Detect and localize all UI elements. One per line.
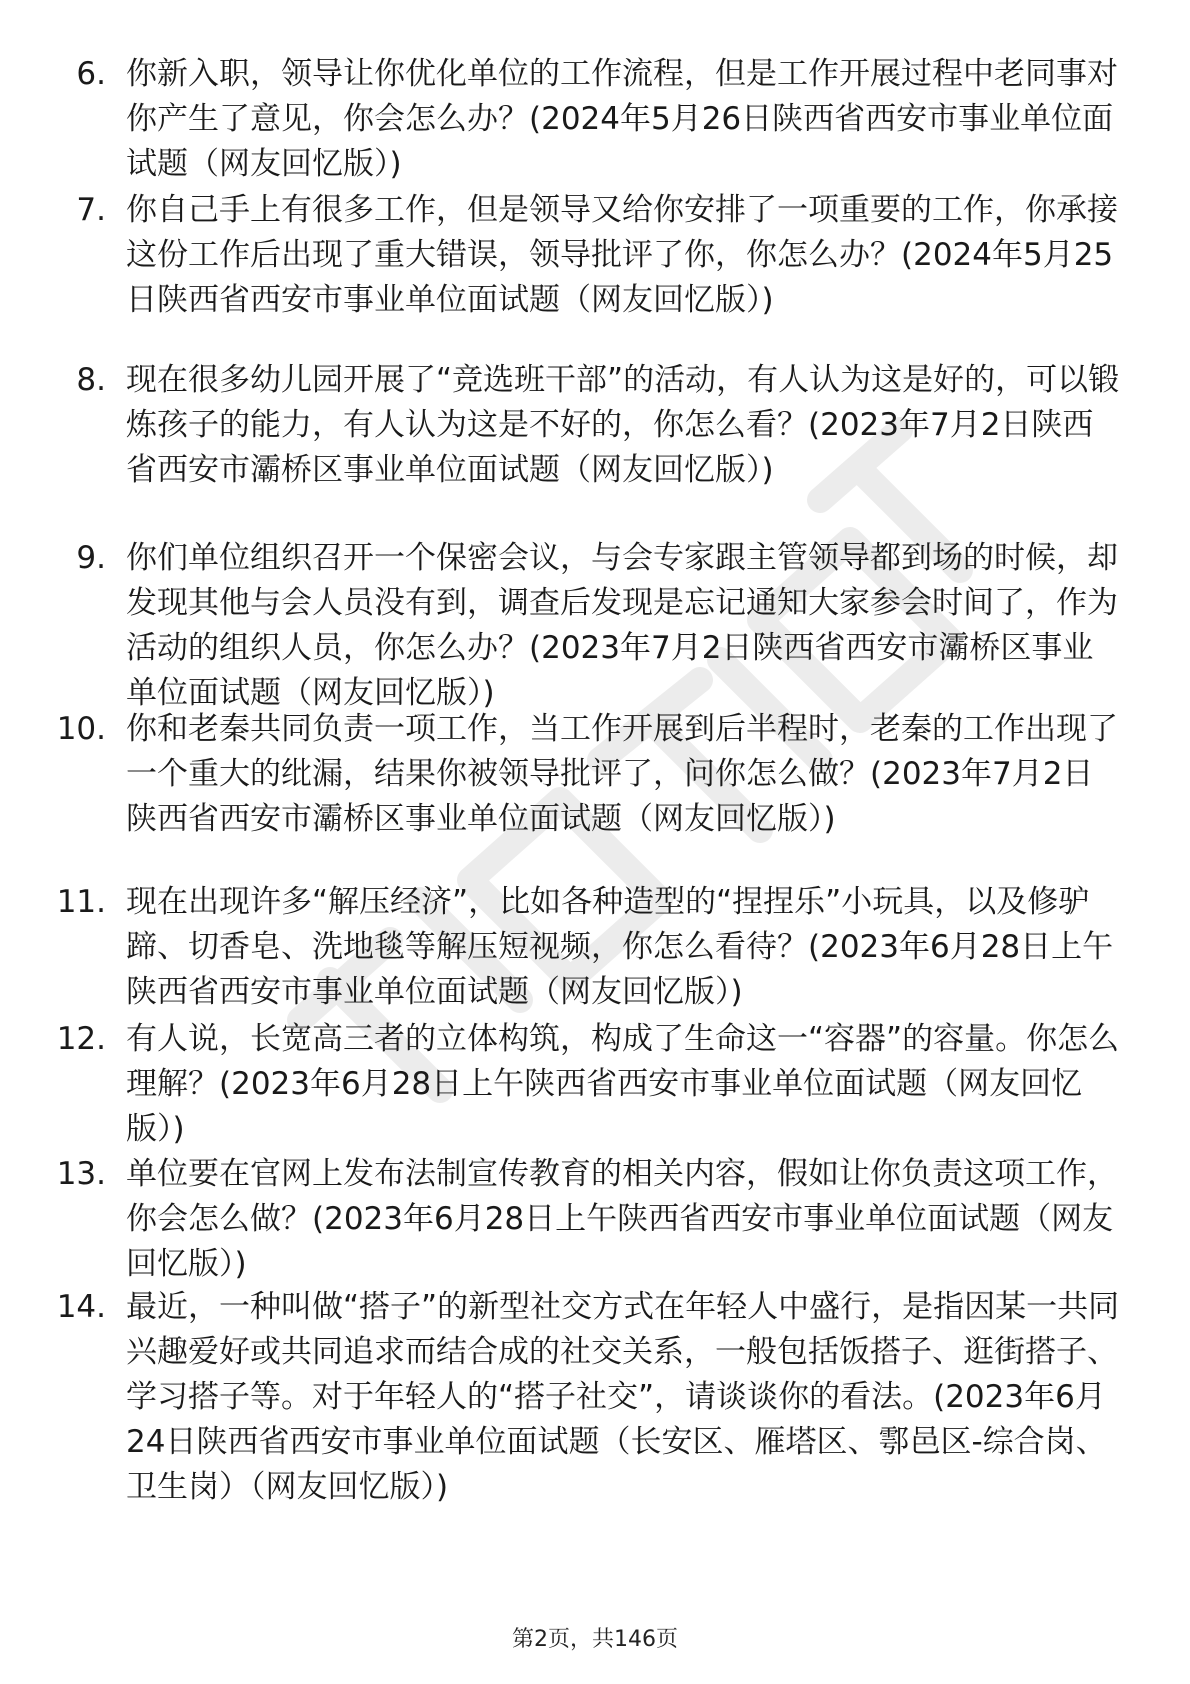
- question-number: 12.: [56, 1021, 106, 1057]
- question-text: 你新入职，领导让你优化单位的工作流程，但是工作开展过程中老同事对你产生了意见，你会怎么办？(2024年5月26日陕西省西安市事业单位面试题（网友回忆版）): [126, 56, 1118, 182]
- question-number: 14.: [56, 1289, 106, 1325]
- question-text: 最近，一种叫做“搭子”的新型社交方式在年轻人中盛行，是指因某一共同兴趣爱好或共同追求而结合成的社交关系，一般包括饭搭子、逛街搭子、学习搭子等。对于年轻人的“搭子社交”，请谈谈你的看法。(2023年6月24日陕西省西安市事业单位面试题（长安区、雁塔区、鄠邑区-综合岗、卫生岗）（网友回忆版）): [126, 1289, 1120, 1505]
- question-text: 现在出现许多“解压经济”，比如各种造型的“捏捏乐”小玩具，以及修驴蹄、切香皂、洗地毯等解压短视频，你怎么看待？(2023年6月28日上午陕西省西安市事业单位面试题（网友回忆版）): [126, 884, 1114, 1010]
- question-text: 有人说，长宽高三者的立体构筑，构成了生命这一“容器”的容量。你怎么理解？(2023年6月28日上午陕西省西安市事业单位面试题（网友回忆版）): [126, 1021, 1120, 1147]
- question-text: 现在很多幼儿园开展了“竞选班干部”的活动，有人认为这是好的，可以锻炼孩子的能力，有人认为这是不好的，你怎么看？(2023年7月2日陕西省西安市灞桥区事业单位面试题（网友回忆版）): [126, 362, 1120, 488]
- page-number-label: 第2页，共146页: [512, 1627, 678, 1652]
- question-text: 单位要在官网上发布法制宣传教育的相关内容，假如让你负责这项工作，你会怎么做？(2023年6月28日上午陕西省西安市事业单位面试题（网友回忆版）): [126, 1156, 1118, 1282]
- page-footer: [0, 1625, 1190, 1655]
- question-text: 你们单位组织召开一个保密会议，与会专家跟主管领导都到场的时候，却发现其他与会人员没有到，调查后发现是忘记通知大家参会时间了，作为活动的组织人员，你怎么办？(2023年7月2日陕西省西安市灞桥区事业单位面试题（网友回忆版）): [126, 540, 1118, 711]
- question-number: 6.: [76, 56, 106, 92]
- question-number: 7.: [76, 192, 106, 228]
- question-number: 11.: [56, 884, 106, 920]
- question-number: 13.: [56, 1156, 106, 1192]
- question-text: 你和老秦共同负责一项工作，当工作开展到后半程时，老秦的工作出现了一个重大的纰漏，结果你被领导批评了，问你怎么做？(2023年7月2日陕西省西安市灞桥区事业单位面试题（网友回忆版）): [126, 711, 1118, 837]
- question-text: 你自己手上有很多工作，但是领导又给你安排了一项重要的工作，你承接这份工作后出现了重大错误，领导批评了你，你怎么办？(2024年5月25日陕西省西安市事业单位面试题（网友回忆版）): [126, 192, 1118, 318]
- question-number: 8.: [76, 362, 106, 398]
- question-number: 9.: [76, 540, 106, 576]
- question-number: 10.: [56, 711, 106, 747]
